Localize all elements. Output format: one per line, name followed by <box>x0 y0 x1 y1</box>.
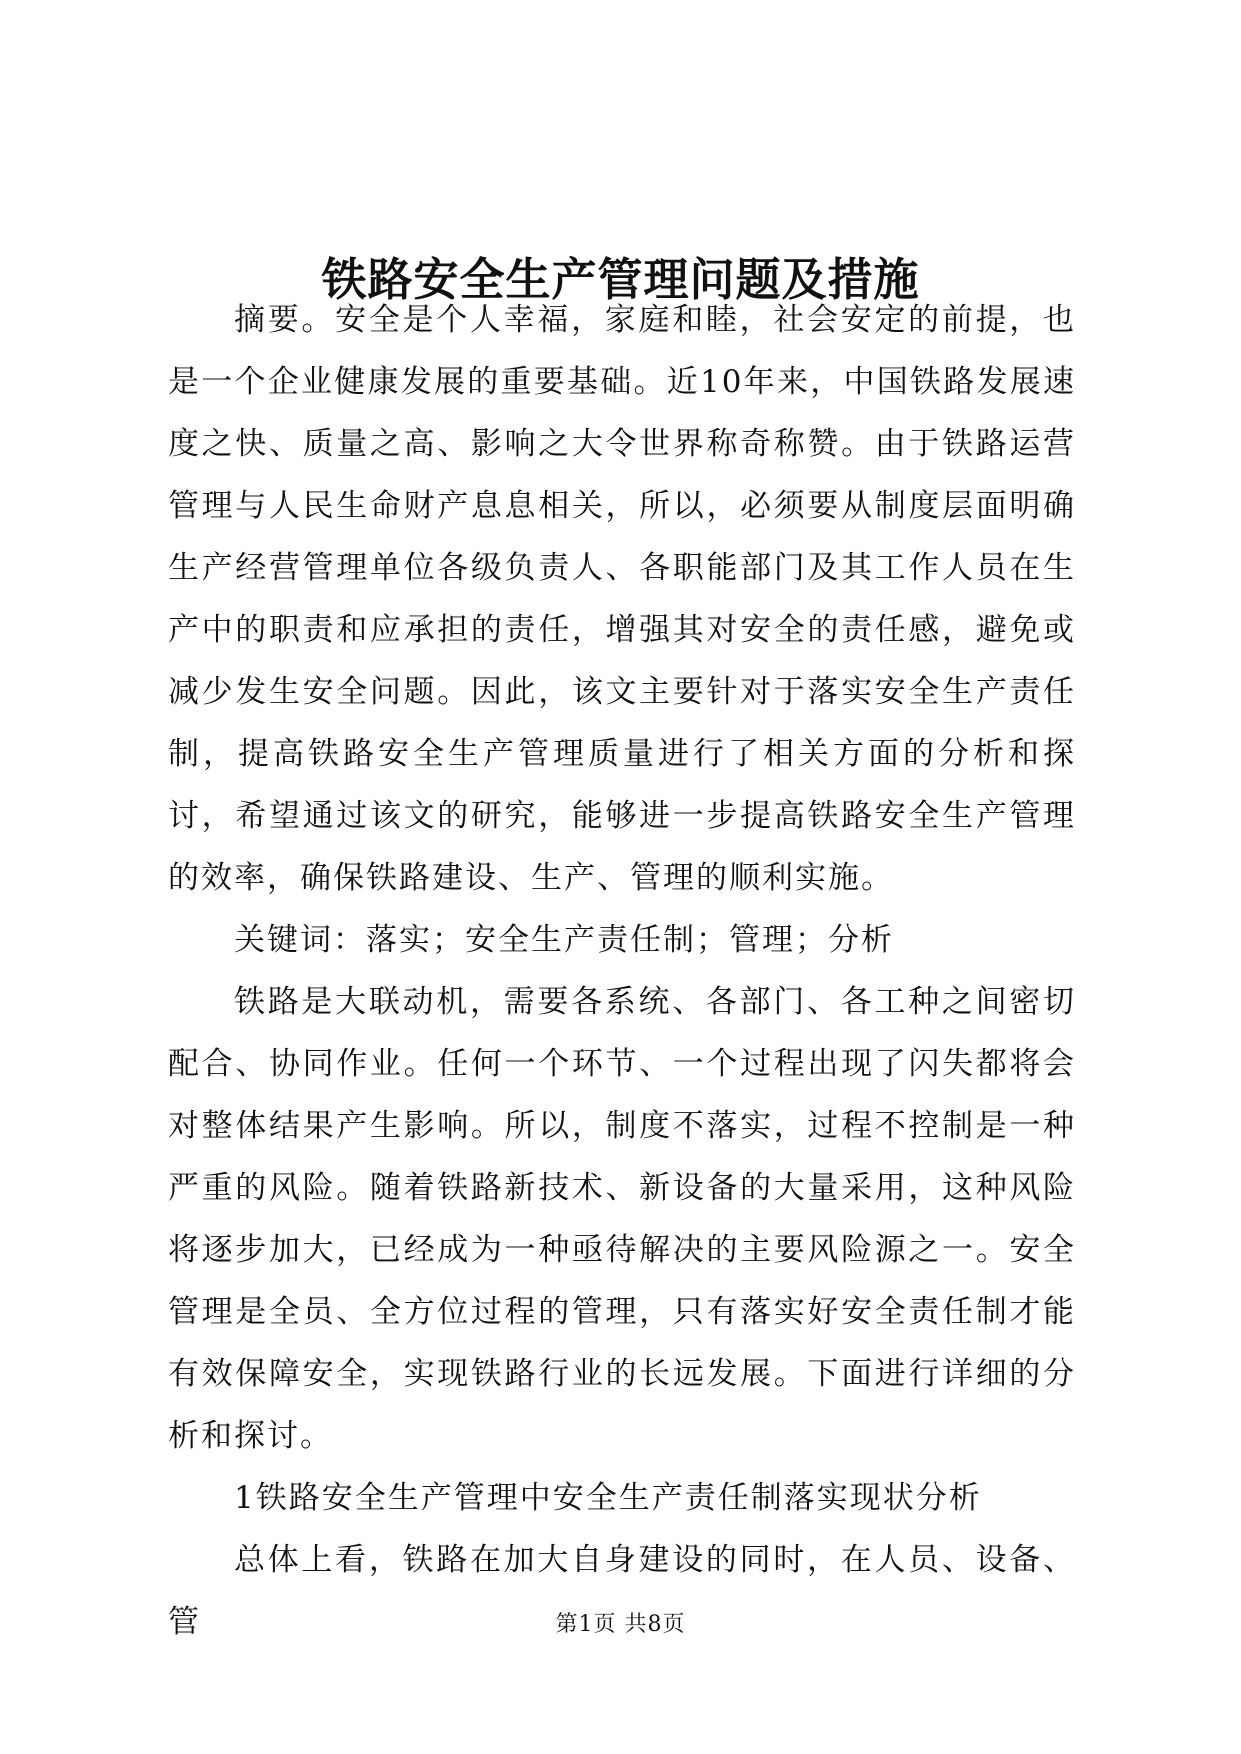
intro-paragraph: 铁路是大联动机，需要各系统、各部门、各工种之间密切配合、协同作业。任何一个环节、一个过程出现了闪失都将会对整体结果产生影响。所以，制度不落实，过程不控制是一种严重的风险。随着铁路新技术、新设备的大量采用，这种风险将逐步加大，已经成为一种亟待解决的主要风险源之一。安全管理是全员、全方位过程的管理，只有落实好安全责任制才能有效保障安全，实现铁路行业的长远发展。下面进行详细的分析和探讨。 <box>168 984 1076 1454</box>
abstract-paragraph: 摘要。安全是个人幸福，家庭和睦，社会安定的前提，也是一个企业健康发展的重要基础。近10年来，中国铁路发展速度之快、质量之高、影响之大令世界称奇称赞。由于铁路运营管理与人民生命财产息息相关，所以，必须要从制度层面明确生产经营管理单位各级负责人、各职能部门及其工作人员在生产中的职责和应承担的责任，增强其对安全的责任感，避免或减少发生安全问题。因此，该文主要针对于落实安全生产责任制，提高铁路安全生产管理质量进行了相关方面的分析和探讨，希望通过该文的研究，能够进一步提高铁路安全生产管理的效率，确保铁路建设、生产、管理的顺利实施。 <box>168 302 1076 896</box>
document-body <box>168 289 1076 1653</box>
section-paragraph: 总体上看，铁路在加大自身建设的同时，在人员、设备、管 <box>168 1542 1076 1640</box>
document-title: 铁路安全生产管理问题及措施 <box>321 253 920 307</box>
keywords-paragraph: 关键词：落实；安全生产责任制；管理；分析 <box>234 922 894 958</box>
section-heading: 1铁路安全生产管理中安全生产责任制落实现状分析 <box>234 1480 982 1516</box>
page-number-footer: 第1页 共8页 <box>555 1612 686 1637</box>
